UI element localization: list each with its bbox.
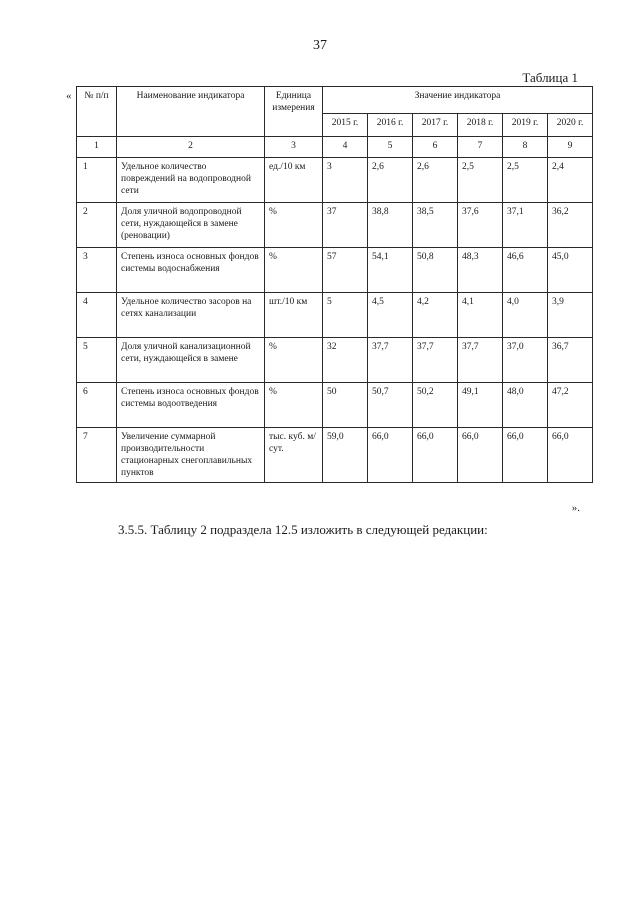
indicator-value: 66,0 [413,428,458,483]
indicator-value: 37,0 [503,338,548,383]
indicator-value: 57 [323,248,368,293]
column-number: 8 [503,137,548,158]
indicator-value: 36,2 [548,203,593,248]
indicator-value: 32 [323,338,368,383]
header-year: 2018 г. [458,114,503,137]
paragraph-3-5-5: 3.5.5. Таблицу 2 подраздела 12.5 изложить в следующей редакции: [118,522,488,537]
indicator-value: 48,0 [503,383,548,428]
table-row [77,293,593,338]
indicator-value: 2,6 [413,158,458,203]
table-row [77,203,593,248]
indicator-value: 4,2 [413,293,458,338]
table-row [77,383,593,428]
indicator-value: 38,5 [413,203,458,248]
table-caption: Таблица 1 [522,70,578,85]
header-year: 2016 г. [368,114,413,137]
indicator-value: 2,4 [548,158,593,203]
row-number: 1 [77,158,117,203]
indicator-value: 37,7 [458,338,503,383]
header-year: 2015 г. [323,114,368,137]
unit: шт./10 км [265,293,323,338]
unit: ед./10 км [265,158,323,203]
row-number: 2 [77,203,117,248]
row-number: 4 [77,293,117,338]
indicator-value: 37,7 [413,338,458,383]
column-number: 9 [548,137,593,158]
indicator-value: 50 [323,383,368,428]
indicator-name: Степень износа основных фондов системы водоотведения [117,383,265,428]
header-name: Наименование индикатора [117,87,265,137]
indicator-value: 46,6 [503,248,548,293]
unit: тыс. куб. м/сут. [265,428,323,483]
table-row [77,158,593,203]
indicator-name: Доля уличной канализационной сети, нуждающейся в замене [117,338,265,383]
row-number: 3 [77,248,117,293]
indicator-value: 2,5 [458,158,503,203]
indicator-value: 45,0 [548,248,593,293]
indicator-value: 66,0 [548,428,593,483]
indicator-value: 66,0 [503,428,548,483]
page-number: 37 [313,38,327,53]
indicator-value: 59,0 [323,428,368,483]
indicator-value: 66,0 [458,428,503,483]
indicator-value: 4,5 [368,293,413,338]
unit: % [265,338,323,383]
indicator-value: 37 [323,203,368,248]
column-number: 5 [368,137,413,158]
row-number: 5 [77,338,117,383]
indicator-value: 37,7 [368,338,413,383]
table-row [77,338,593,383]
header-num: № п/п [77,87,117,137]
indicator-value: 2,5 [503,158,548,203]
table-body [77,137,593,483]
row-number: 6 [77,383,117,428]
column-number: 6 [413,137,458,158]
indicator-value: 37,6 [458,203,503,248]
header-values: Значение индикатора [323,87,593,114]
indicator-name: Увеличение суммарной производительности стационарных снегоплавильных пунктов [117,428,265,483]
indicator-name: Степень износа основных фондов системы водоснабжения [117,248,265,293]
column-number: 2 [117,137,265,158]
close-quote: ». [571,502,580,514]
column-number: 4 [323,137,368,158]
column-number: 3 [265,137,323,158]
indicator-value: 49,1 [458,383,503,428]
indicator-name: Удельное количество засоров на сетях канализации [117,293,265,338]
column-number: 1 [77,137,117,158]
indicator-value: 66,0 [368,428,413,483]
indicator-name: Удельное количество повреждений на водопроводной сети [117,158,265,203]
indicator-value: 3,9 [548,293,593,338]
row-number: 7 [77,428,117,483]
unit: % [265,203,323,248]
table-row [77,248,593,293]
open-quote: « [66,90,72,102]
column-number: 7 [458,137,503,158]
indicator-value: 4,1 [458,293,503,338]
column-numbers-row [77,137,593,158]
indicator-value: 2,6 [368,158,413,203]
indicator-value: 38,8 [368,203,413,248]
indicator-value: 4,0 [503,293,548,338]
indicator-table [76,86,593,483]
indicator-value: 50,7 [368,383,413,428]
indicator-value: 5 [323,293,368,338]
unit: % [265,383,323,428]
indicator-name: Доля уличной водопроводной сети, нуждающейся в замене (реновации) [117,203,265,248]
indicator-value: 50,2 [413,383,458,428]
indicator-value: 47,2 [548,383,593,428]
header-year: 2019 г. [503,114,548,137]
indicator-value: 37,1 [503,203,548,248]
indicator-value: 50,8 [413,248,458,293]
unit: % [265,248,323,293]
indicator-value: 3 [323,158,368,203]
indicator-value: 36,7 [548,338,593,383]
indicator-value: 48,3 [458,248,503,293]
indicator-value: 54,1 [368,248,413,293]
table-row [77,428,593,483]
header-unit: Единица измерения [265,87,323,137]
header-year: 2020 г. [548,114,593,137]
header-year: 2017 г. [413,114,458,137]
